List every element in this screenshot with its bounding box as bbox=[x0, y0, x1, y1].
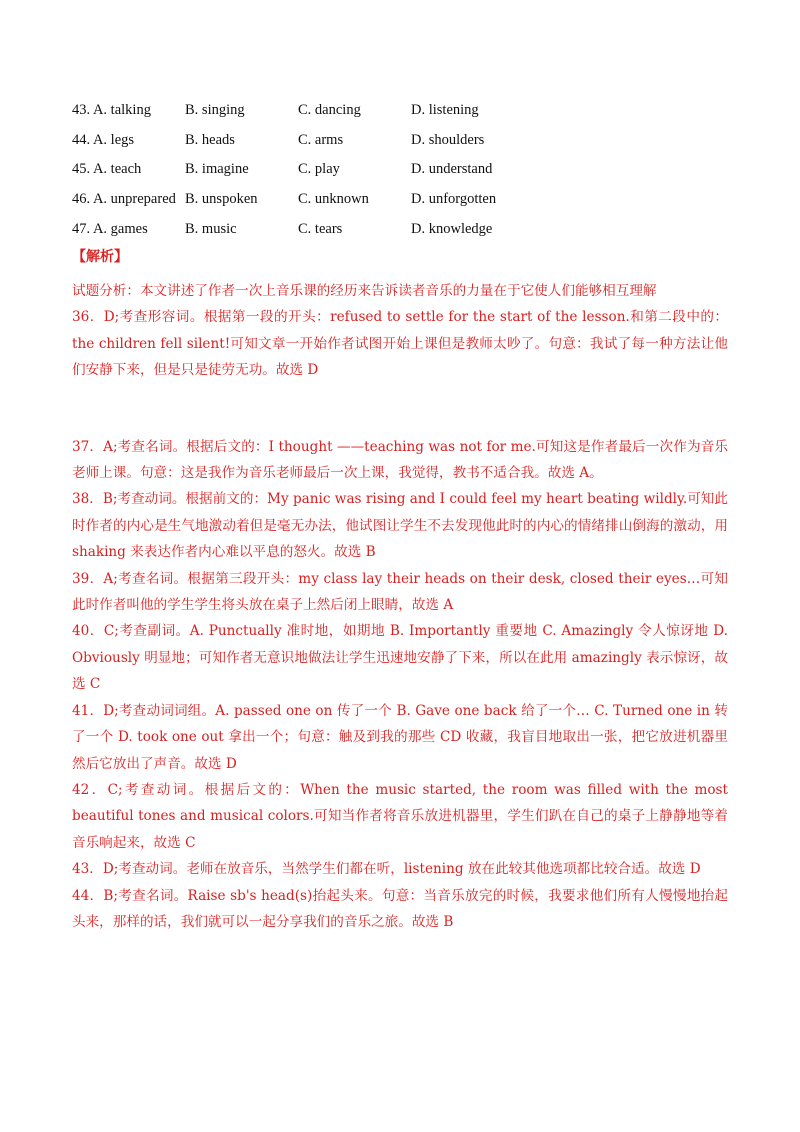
analysis-item: 43．D;考查动词。老师在放音乐，当然学生们都在听，listening 放在此较其他选项都比较合适。故选 D bbox=[72, 861, 701, 878]
option-row bbox=[72, 96, 531, 126]
option-a: 43. A. talking bbox=[72, 102, 151, 119]
option-b: B. singing bbox=[185, 102, 245, 119]
option-c: C. tears bbox=[298, 220, 343, 237]
option-d: D. shoulders bbox=[411, 131, 485, 148]
analysis-item: 36．D;考查形容词。根据第一段的开头：refused to settle for the start of the lesson.和第二段中的：the children fell silent!可知文章一开始作者试图开始上课但是教师太吵了。句意：我试了每一种方法让他们安静下来，但是只是徒劳无功。故选 D bbox=[72, 309, 728, 379]
option-d: D. listening bbox=[411, 102, 479, 119]
option-row bbox=[72, 214, 531, 244]
option-row bbox=[72, 126, 531, 156]
option-b: B. imagine bbox=[185, 161, 249, 178]
analysis-summary: 试题分析：本文讲述了作者一次上音乐课的经历来告诉读者音乐的力量在于它使人们能够相互理解 bbox=[72, 283, 657, 299]
spacer bbox=[72, 384, 728, 434]
option-d: D. understand bbox=[411, 161, 493, 178]
option-d: D. unforgotten bbox=[411, 191, 497, 208]
option-row bbox=[72, 185, 531, 215]
option-c: C. arms bbox=[298, 131, 344, 148]
answer-options bbox=[72, 96, 531, 244]
analysis-item: 44．B;考查名词。Raise sb's head(s)抬起头来。句意：当音乐放完的时候，我要求他们所有人慢慢地抬起头来，那样的话，我们就可以一起分享我们的音乐之旅。故选 B bbox=[72, 887, 728, 930]
analysis-item: 38．B;考查动词。根据前文的：My panic was rising and I could feel my heart beating wildly.可知此时作者的内心是生气地激动着但是毫无办法，他试图让学生不去发现他此时的内心的情绪排山倒海的激动，用 shaking 来表达作者内心难以平息的怒火。故选 B bbox=[72, 491, 728, 561]
analysis-item: 41．D;考查动词词组。A. passed one on 传了一个 B. Gave one back 给了一个… C. Turned one in 转了一个 D. took one out 拿出一个；句意：触及到我的那些 CD 收藏，我盲目地取出一张，把它放进机器里然后它放出了声音。故选 D bbox=[72, 702, 728, 772]
option-a: 44. A. legs bbox=[72, 131, 135, 148]
option-c: C. dancing bbox=[298, 102, 361, 119]
analysis-item: 42．C;考查动词。根据后文的：When the music started, the room was filled with the most beautiful tones and musical colors.可知当作者将音乐放进机器里，学生们趴在自己的桌子上静静地等着音乐响起来，故选 C bbox=[72, 781, 728, 851]
analysis-item: 40．C;考查副词。A. Punctually 准时地，如期地 B. Importantly 重要地 C. Amazingly 令人惊讶地 D. Obviously 明显地；可知作者无意识地做法让学生迅速地安静了下来，所以在此用 amazingly 表示惊讶，故选 C bbox=[72, 623, 728, 693]
option-a: 46. A. unprepared bbox=[72, 191, 176, 208]
option-b: B. heads bbox=[185, 131, 235, 148]
option-row bbox=[72, 155, 531, 185]
option-b: B. unspoken bbox=[185, 191, 258, 208]
analysis-heading: 【解析】 bbox=[72, 249, 128, 265]
analysis-section bbox=[72, 246, 728, 935]
analysis-item: 39．A;考查名词。根据第三段开头：my class lay their heads on their desk, closed their eyes…可知此时作者叫他的学生学生将头放在桌子上然后闭上眼睛，故选 A bbox=[72, 570, 728, 614]
option-c: C. unknown bbox=[298, 191, 369, 208]
option-a: 45. A. teach bbox=[72, 161, 142, 178]
option-b: B. music bbox=[185, 220, 237, 237]
option-a: 47. A. games bbox=[72, 220, 148, 237]
option-d: D. knowledge bbox=[411, 220, 493, 237]
option-c: C. play bbox=[298, 161, 340, 178]
analysis-item: 37．A;考查名词。根据后文的：I thought ——teaching was not for me.可知这是作者最后一次作为音乐老师上课。句意：这是我作为音乐老师最后一次上课，我觉得，教书不适合我。故选 A。 bbox=[72, 438, 728, 482]
